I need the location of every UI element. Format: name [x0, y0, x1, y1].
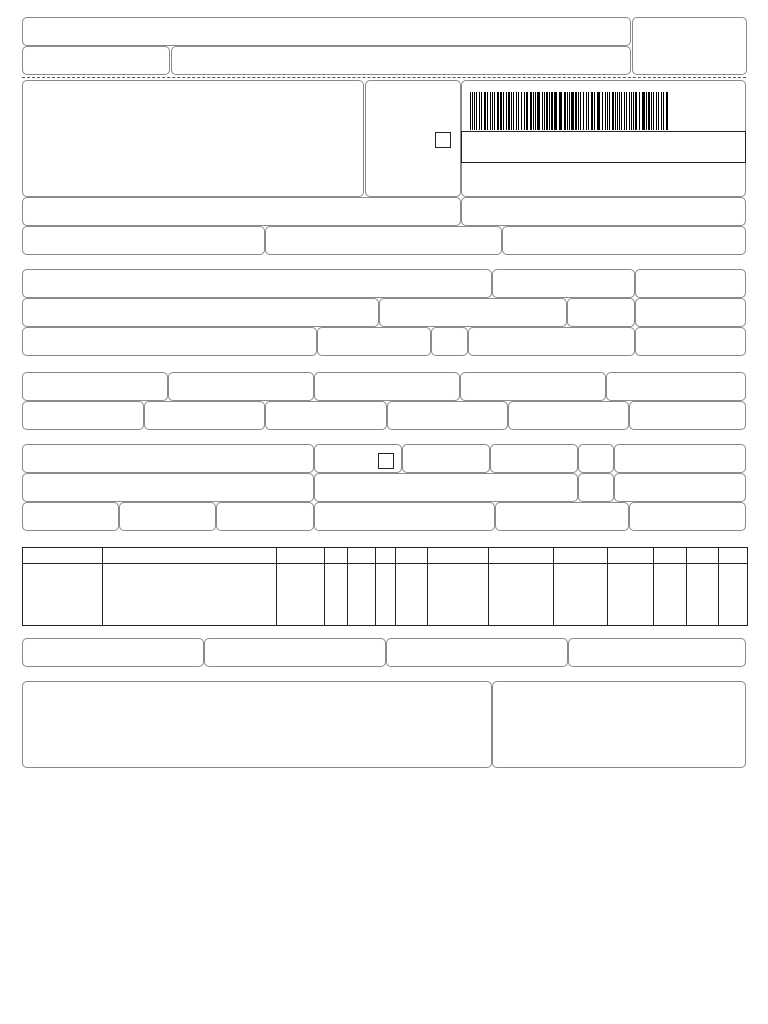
carrier-state-field: [578, 473, 614, 502]
exit-time-field: [635, 327, 746, 356]
column-header: [489, 548, 554, 564]
freight-mode-checkbox[interactable]: [378, 453, 394, 469]
icms-value-field: [168, 372, 314, 401]
column-header: [348, 548, 376, 564]
discount-field: [265, 401, 387, 430]
table-cell: [428, 564, 489, 626]
barcode-bar: [549, 92, 550, 130]
barcode-bar: [626, 92, 627, 130]
barcode-bar: [526, 92, 528, 130]
barcode-bar: [569, 92, 570, 130]
barcode-bar: [663, 92, 664, 130]
icms-st-base-field: [314, 372, 460, 401]
issuer-identification-field: [22, 80, 364, 197]
recipient-state-field: [431, 327, 468, 356]
table-cell: [554, 564, 608, 626]
nature-of-operation-field: [22, 197, 461, 226]
issqn-value-field: [568, 638, 746, 667]
barcode-bar: [470, 92, 471, 130]
table-cell: [608, 564, 654, 626]
other-expenses-field: [387, 401, 508, 430]
antt-code-field: [402, 444, 490, 473]
column-header: [23, 548, 103, 564]
table-cell: [719, 564, 748, 626]
products-total-field: [606, 372, 746, 401]
recipient-registration-field: [468, 327, 635, 356]
table-cell: [277, 564, 325, 626]
recipient-district-field: [379, 298, 567, 327]
receipt-text-field: [22, 17, 631, 46]
barcode-bar: [586, 92, 587, 130]
column-header: [687, 548, 719, 564]
column-header: [325, 548, 348, 564]
barcode-bar: [546, 92, 548, 130]
table-cell: [23, 564, 103, 626]
barcode-bar: [631, 92, 632, 130]
recipient-name-field: [22, 269, 492, 298]
operation-type-checkbox[interactable]: [435, 132, 451, 148]
table-cell: [396, 564, 428, 626]
cut-line: [22, 77, 746, 78]
icms-st-value-field: [460, 372, 606, 401]
column-header: [608, 548, 654, 564]
barcode-bar: [490, 92, 491, 130]
ipi-value-field: [508, 401, 629, 430]
table-cell: [348, 564, 376, 626]
barcode-bar: [588, 92, 589, 130]
barcode-bar: [653, 92, 654, 130]
substitute-state-registration-field: [265, 226, 502, 255]
barcode-bar: [571, 92, 574, 130]
receipt-number-field: [632, 17, 747, 75]
barcode-bar: [500, 92, 502, 130]
issuer-cnpj-field: [502, 226, 746, 255]
carrier-name-field: [22, 444, 314, 473]
items-table: [22, 547, 748, 626]
barcode-bar: [575, 92, 577, 130]
table-cell: [376, 564, 396, 626]
complementary-info-field: [22, 681, 492, 768]
barcode-bar: [530, 92, 532, 130]
vehicle-plate-field: [490, 444, 578, 473]
column-header: [396, 548, 428, 564]
barcode-bar: [476, 92, 477, 130]
barcode-bar: [535, 92, 536, 130]
barcode-bar: [607, 92, 608, 130]
barcode-bar: [492, 92, 493, 130]
table-cell: [489, 564, 554, 626]
barcode-bar: [559, 92, 562, 130]
icms-base-field: [22, 372, 168, 401]
column-header: [376, 548, 396, 564]
barcode-bar: [494, 92, 495, 130]
barcode-bar: [619, 92, 620, 130]
barcode-bar: [484, 92, 486, 130]
barcode-bar: [635, 92, 637, 130]
barcode-bar: [487, 92, 488, 130]
municipal-registration-field: [22, 638, 204, 667]
insurance-value-field: [144, 401, 265, 430]
barcode-bar: [629, 92, 630, 130]
vehicle-state-field: [578, 444, 614, 473]
barcode-bar: [474, 92, 475, 130]
gross-weight-field: [495, 502, 629, 531]
authorization-protocol-field: [461, 197, 746, 226]
table-cell: [687, 564, 719, 626]
recipient-cnpj-field: [492, 269, 635, 298]
access-key-field: [461, 131, 746, 163]
barcode-bar: [651, 92, 652, 130]
invoice-total-field: [629, 401, 746, 430]
issue-date-field: [635, 269, 746, 298]
barcode-bar: [472, 92, 473, 130]
barcode-bar: [508, 92, 510, 130]
barcode-bar: [513, 92, 514, 130]
carrier-cnpj-field: [614, 444, 746, 473]
barcode-bar: [542, 92, 543, 130]
barcode-bar: [594, 92, 595, 130]
barcode-image: [470, 92, 670, 130]
barcode-bar: [639, 92, 640, 130]
fiscal-reserve-field: [492, 681, 746, 768]
barcode-bar: [624, 92, 625, 130]
barcode-bar: [591, 92, 593, 130]
barcode-bar: [621, 92, 622, 130]
barcode-bar: [479, 92, 480, 130]
barcode-bar: [617, 92, 618, 130]
carrier-city-field: [314, 473, 578, 502]
receipt-date-field: [22, 46, 170, 75]
barcode-bar: [518, 92, 519, 130]
barcode-bar: [524, 92, 525, 130]
net-weight-field: [629, 502, 746, 531]
barcode-bar: [544, 92, 545, 130]
recipient-city-field: [22, 327, 317, 356]
barcode-bar: [578, 92, 579, 130]
barcode-bar: [551, 92, 553, 130]
column-header: [103, 548, 277, 564]
barcode-bar: [511, 92, 512, 130]
freight-value-field: [22, 401, 144, 430]
services-total-field: [204, 638, 386, 667]
exit-date-field: [635, 298, 746, 327]
recipient-zip-field: [567, 298, 635, 327]
barcode-bar: [521, 92, 522, 130]
barcode-bar: [497, 92, 499, 130]
barcode-bar: [646, 92, 647, 130]
barcode-bar: [554, 92, 557, 130]
barcode-bar: [537, 92, 540, 130]
barcode-bar: [666, 92, 668, 130]
column-header: [719, 548, 748, 564]
barcode-bar: [605, 92, 606, 130]
volume-species-field: [119, 502, 216, 531]
items-table-header-row: [23, 548, 748, 564]
table-row: [23, 564, 748, 626]
recipient-address-field: [22, 298, 379, 327]
barcode-bar: [658, 92, 659, 130]
table-cell: [103, 564, 277, 626]
volume-quantity-field: [22, 502, 119, 531]
barcode-bar: [503, 92, 504, 130]
barcode-bar: [661, 92, 662, 130]
barcode-bar: [609, 92, 610, 130]
barcode-bar: [516, 92, 517, 130]
recipient-phone-field: [317, 327, 431, 356]
barcode-bar: [597, 92, 600, 130]
barcode-bar: [583, 92, 584, 130]
barcode-bar: [481, 92, 482, 130]
state-registration-field: [22, 226, 265, 255]
barcode-bar: [533, 92, 534, 130]
barcode-bar: [648, 92, 650, 130]
barcode-bar: [642, 92, 645, 130]
receipt-signature-field: [171, 46, 631, 75]
volume-brand-field: [216, 502, 314, 531]
column-header: [554, 548, 608, 564]
barcode-bar: [615, 92, 616, 130]
barcode-bar: [612, 92, 614, 130]
column-header: [654, 548, 687, 564]
column-header: [428, 548, 489, 564]
table-cell: [325, 564, 348, 626]
carrier-address-field: [22, 473, 314, 502]
barcode-bar: [567, 92, 568, 130]
barcode-bar: [506, 92, 507, 130]
barcode-bar: [633, 92, 634, 130]
column-header: [277, 548, 325, 564]
carrier-registration-field: [614, 473, 746, 502]
barcode-bar: [580, 92, 581, 130]
table-cell: [654, 564, 687, 626]
volume-numbering-field: [314, 502, 495, 531]
barcode-bar: [656, 92, 657, 130]
barcode-bar: [564, 92, 566, 130]
issqn-base-field: [386, 638, 568, 667]
barcode-bar: [602, 92, 603, 130]
